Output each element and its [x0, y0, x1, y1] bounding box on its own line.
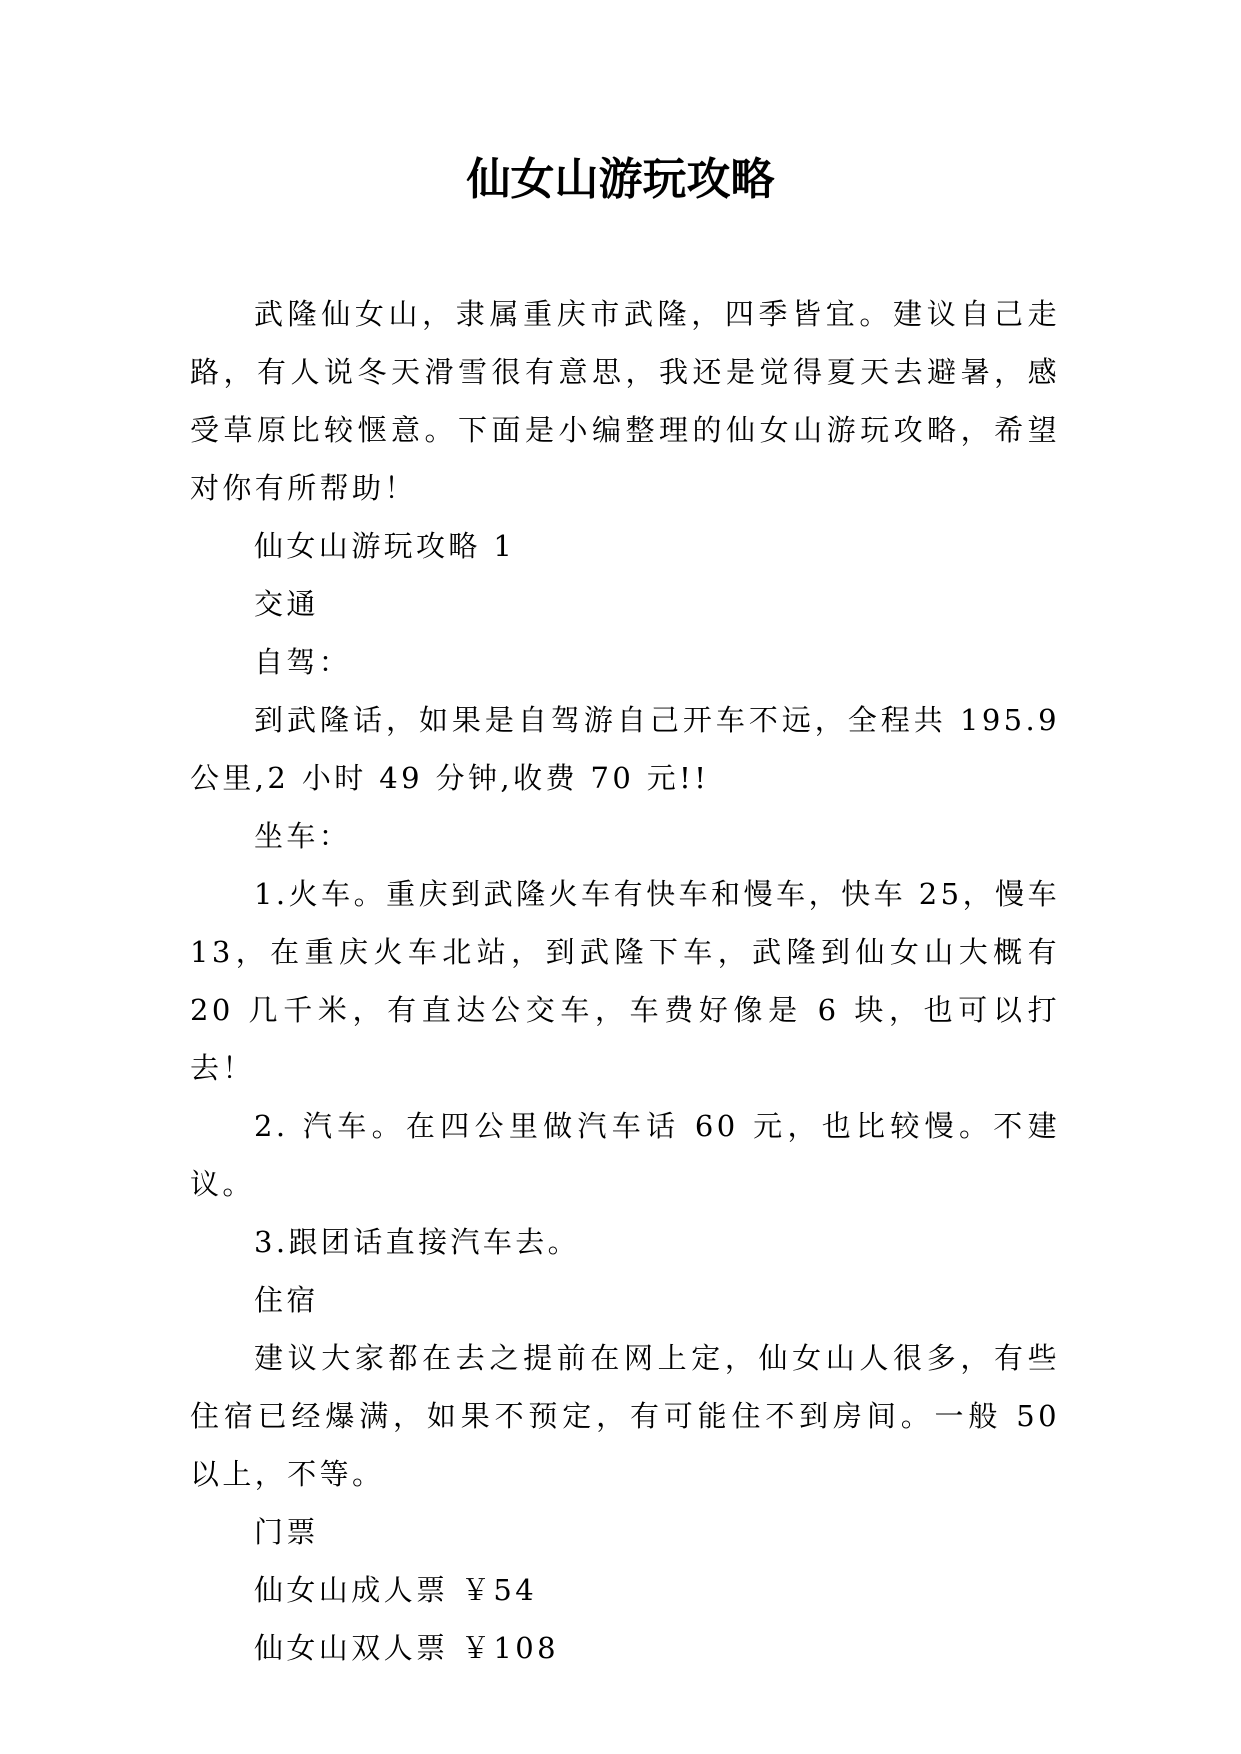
train-paragraph: 1.火车。重庆到武隆火车有快车和慢车，快车 25，慢车 13，在重庆火车北站，到武隆下车，武隆到仙女山大概有 20 几千米，有直达公交车，车费好像是 6 块，也可以打去！ [190, 877, 1060, 1085]
self-drive-paragraph: 到武隆话，如果是自驾游自己开车不远，全程共 195.9 公里,2 小时 49 分钟,收费 70 元!! [190, 703, 1060, 795]
document-title: 仙女山游玩攻略 [466, 154, 775, 205]
section-heading-transport: 交通 [254, 587, 319, 621]
ticket-adult: 仙女山成人票 ￥54 [254, 1573, 538, 1607]
tour-group-paragraph: 3.跟团话直接汽车去。 [254, 1225, 581, 1259]
section-heading-tickets: 门票 [254, 1515, 319, 1549]
section-heading-lodging: 住宿 [254, 1283, 319, 1317]
section-heading-guide-1: 仙女山游玩攻略 1 [254, 529, 516, 563]
subheading-self-drive: 自驾： [254, 645, 352, 679]
intro-paragraph: 武隆仙女山，隶属重庆市武隆，四季皆宜。建议自己走路，有人说冬天滑雪很有意思，我还是觉得夏天去避暑，感受草原比较惬意。下面是小编整理的仙女山游玩攻略，希望对你有所帮助！ [190, 297, 1060, 505]
bus-paragraph: 2. 汽车。在四公里做汽车话 60 元，也比较慢。不建议。 [190, 1109, 1060, 1201]
lodging-paragraph: 建议大家都在去之提前在网上定，仙女山人很多，有些住宿已经爆满，如果不预定，有可能住不到房间。一般 50 以上，不等。 [190, 1341, 1060, 1491]
ticket-double: 仙女山双人票 ￥108 [254, 1631, 559, 1665]
document-body [190, 285, 1060, 1677]
subheading-by-vehicle: 坐车： [254, 819, 352, 853]
